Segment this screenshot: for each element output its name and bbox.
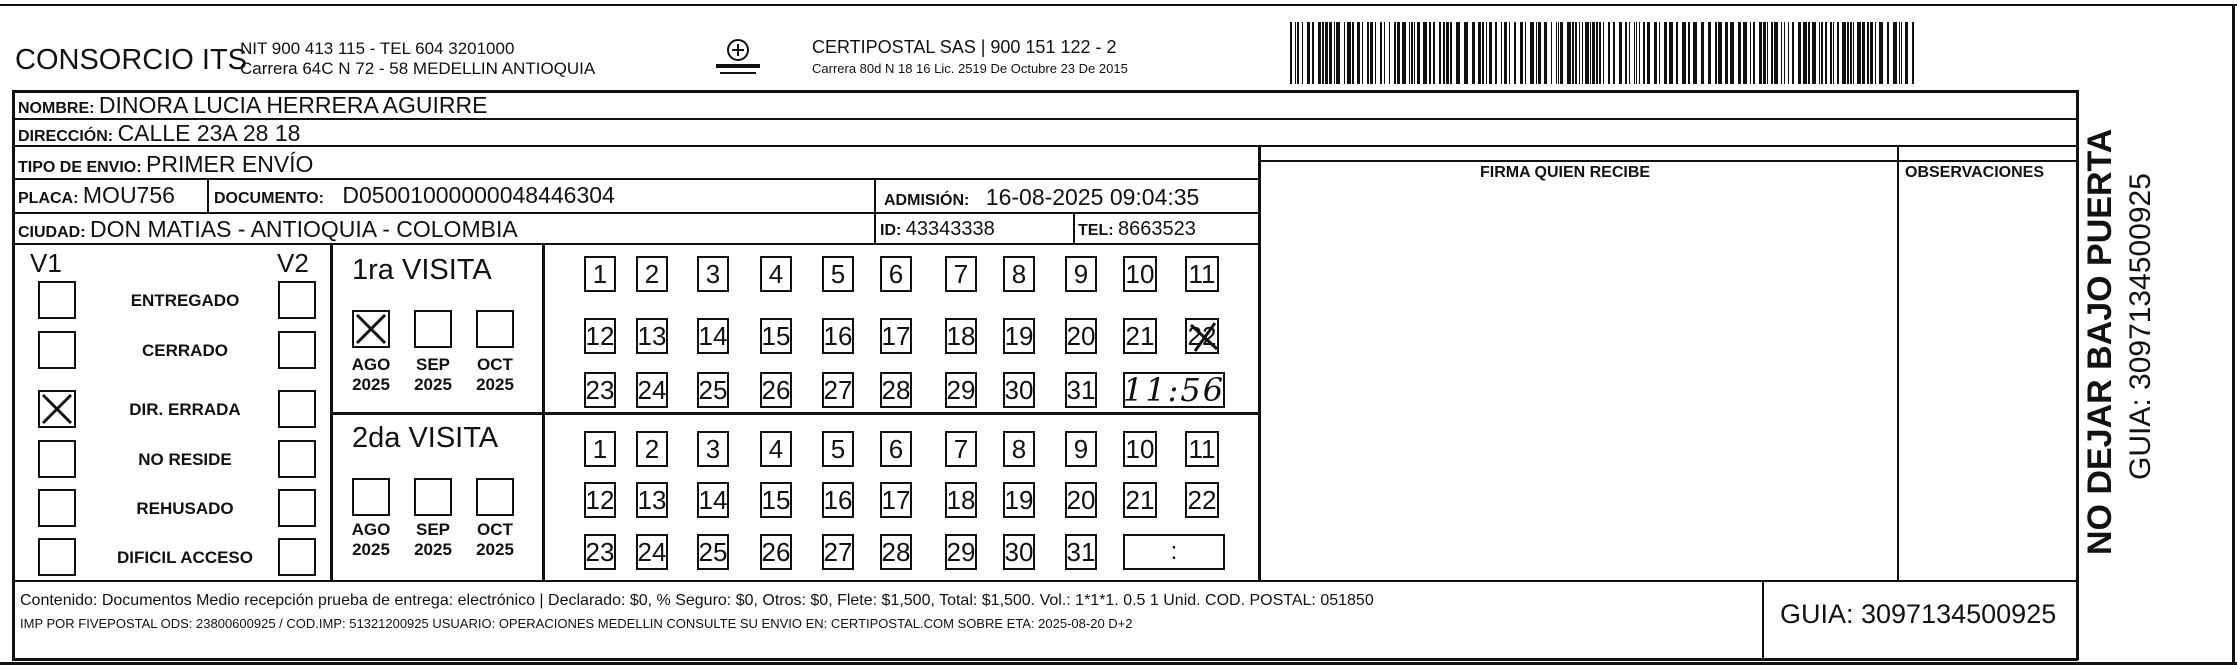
day-box[interactable]: 11 bbox=[1185, 256, 1219, 292]
day-box[interactable]: 1 bbox=[584, 431, 616, 467]
month-label: SEP bbox=[415, 520, 451, 539]
first-visit-title: 1ra VISITA bbox=[352, 254, 492, 286]
status-label: REHUSADO bbox=[136, 499, 234, 518]
direccion-row bbox=[18, 122, 300, 145]
company-name: CONSORCIO ITS bbox=[15, 44, 248, 76]
day-box[interactable]: 15 bbox=[760, 482, 792, 518]
v1-checkbox[interactable] bbox=[38, 281, 76, 319]
day-box[interactable]: 17 bbox=[880, 318, 912, 354]
day-box[interactable]: 7 bbox=[945, 431, 977, 467]
day-box[interactable]: 20 bbox=[1065, 318, 1097, 354]
day-box[interactable]: 7 bbox=[945, 256, 977, 292]
direccion-value: CALLE 23A 28 18 bbox=[117, 120, 301, 146]
status-label: NO RESIDE bbox=[138, 450, 232, 469]
day-box[interactable]: 1 bbox=[584, 256, 616, 292]
time-box[interactable] bbox=[1123, 372, 1225, 408]
day-box[interactable]: 26 bbox=[760, 534, 792, 570]
ciudad-row bbox=[18, 218, 518, 241]
day-box[interactable]: 29 bbox=[945, 372, 977, 408]
year-label: 2025 bbox=[414, 375, 452, 394]
day-box[interactable]: 13 bbox=[636, 482, 668, 518]
day-box[interactable]: 22 bbox=[1185, 482, 1219, 518]
day-box[interactable]: 24 bbox=[636, 372, 668, 408]
placa-row bbox=[18, 184, 175, 207]
day-box[interactable]: 18 bbox=[945, 318, 977, 354]
day-box[interactable] bbox=[1185, 318, 1219, 354]
year-label: 2025 bbox=[476, 375, 514, 394]
day-box[interactable]: 16 bbox=[822, 482, 854, 518]
tel-label: TEL: bbox=[1078, 222, 1114, 239]
documento-label: DOCUMENTO: bbox=[214, 190, 324, 207]
day-box[interactable]: 31 bbox=[1065, 372, 1097, 408]
id-label: ID: bbox=[880, 222, 902, 239]
tipo-row bbox=[18, 153, 313, 176]
id-row bbox=[880, 219, 995, 239]
day-box[interactable]: 4 bbox=[760, 431, 792, 467]
x-mark-icon bbox=[354, 312, 388, 346]
day-box[interactable]: 14 bbox=[697, 482, 729, 518]
month-label: AGO bbox=[351, 520, 391, 539]
footer-imp: IMP POR FIVEPOSTAL ODS: 23800600925 / COD.IMP: 51321200925 USUARIO: OPERACIONES MEDELLIN CONSULTE SU ENVIO EN: CERTIPOSTAL.COM SOBRE ETA: 2025-08-20 D+2 bbox=[20, 616, 1133, 631]
day-box[interactable]: 10 bbox=[1123, 256, 1157, 292]
ciudad-label: CIUDAD: bbox=[18, 224, 86, 241]
v2-checkbox[interactable] bbox=[278, 331, 316, 369]
x-mark-icon bbox=[1189, 321, 1219, 353]
ciudad-value: DON MATIAS - ANTIOQUIA - COLOMBIA bbox=[90, 216, 518, 242]
day-box[interactable]: 20 bbox=[1065, 482, 1097, 518]
year-label: 2025 bbox=[352, 375, 390, 394]
tel-value: 8663523 bbox=[1118, 218, 1196, 240]
placa-label: PLACA: bbox=[18, 190, 79, 207]
day-box[interactable]: 17 bbox=[880, 482, 912, 518]
company-address: Carrera 64C N 72 - 58 MEDELLIN ANTIOQUIA bbox=[240, 59, 596, 78]
month-label: SEP bbox=[415, 355, 451, 374]
day-box[interactable]: 3 bbox=[697, 431, 729, 467]
observations-header: OBSERVACIONES bbox=[1905, 164, 2044, 181]
status-label: DIR. ERRADA bbox=[129, 400, 241, 419]
month-checkbox[interactable] bbox=[476, 310, 514, 348]
day-box[interactable]: 30 bbox=[1003, 372, 1035, 408]
day-box[interactable]: 28 bbox=[880, 534, 912, 570]
second-visit-title: 2da VISITA bbox=[352, 422, 499, 454]
day-box[interactable]: 10 bbox=[1123, 431, 1157, 467]
day-box[interactable]: 5 bbox=[822, 256, 854, 292]
placa-value: MOU756 bbox=[82, 182, 175, 208]
status-label: DIFICIL ACCESO bbox=[116, 548, 253, 567]
year-label: 2025 bbox=[476, 540, 514, 559]
day-box[interactable]: 8 bbox=[1003, 431, 1035, 467]
day-box[interactable]: 28 bbox=[880, 372, 912, 408]
time-placeholder: : bbox=[1170, 538, 1178, 565]
x-mark-icon bbox=[40, 392, 74, 426]
admision-row bbox=[884, 186, 1199, 209]
company-nit: NIT 900 413 115 - TEL 604 3201000 bbox=[240, 39, 515, 58]
day-box[interactable]: 25 bbox=[697, 534, 729, 570]
day-box[interactable]: 2 bbox=[636, 431, 668, 467]
day-box[interactable]: 16 bbox=[822, 318, 854, 354]
footer-content: Contenido: Documentos Medio recepción prueba de entrega: electrónico | Declarado: $0, % Seguro: $0, Otros: $0, Flete: $1,500, Total: $1,500. Vol.: 1*1*1. 0.5 1 Unid. COD. POSTAL: 051850 bbox=[20, 592, 1374, 609]
day-box[interactable]: 11 bbox=[1185, 431, 1219, 467]
nombre-label: NOMBRE: bbox=[18, 100, 95, 117]
v2-checkbox[interactable] bbox=[278, 538, 316, 576]
footer-guia: GUIA: 3097134500925 bbox=[1780, 599, 2057, 629]
courier-name: CERTIPOSTAL SAS | 900 151 122 - 2 bbox=[812, 37, 1117, 57]
day-box[interactable]: 2 bbox=[636, 256, 668, 292]
admision-label: ADMISIÓN: bbox=[884, 192, 970, 209]
day-box[interactable]: 9 bbox=[1065, 256, 1097, 292]
day-box[interactable]: 23 bbox=[584, 534, 616, 570]
v2-checkbox[interactable] bbox=[278, 390, 316, 428]
day-box[interactable]: 26 bbox=[760, 372, 792, 408]
day-box[interactable]: 3 bbox=[697, 256, 729, 292]
tipo-label: TIPO DE ENVIO: bbox=[18, 159, 142, 176]
year-label: 2025 bbox=[414, 540, 452, 559]
day-box[interactable]: 13 bbox=[636, 318, 668, 354]
day-box[interactable]: 21 bbox=[1123, 482, 1157, 518]
month-checkbox[interactable] bbox=[414, 310, 452, 348]
id-value: 43343338 bbox=[905, 218, 995, 240]
day-box[interactable]: 15 bbox=[760, 318, 792, 354]
v2-checkbox[interactable] bbox=[278, 281, 316, 319]
month-checkbox[interactable] bbox=[352, 478, 390, 516]
day-box[interactable]: 9 bbox=[1065, 431, 1097, 467]
v1-checkbox[interactable] bbox=[38, 440, 76, 478]
tel-row bbox=[1078, 219, 1196, 239]
barcode bbox=[1290, 22, 1920, 84]
month-checkbox[interactable] bbox=[476, 478, 514, 516]
day-box[interactable]: 30 bbox=[1003, 534, 1035, 570]
year-label: 2025 bbox=[352, 540, 390, 559]
day-box[interactable]: 27 bbox=[822, 372, 854, 408]
tipo-value: PRIMER ENVÍO bbox=[146, 151, 314, 177]
time-box[interactable] bbox=[1123, 534, 1225, 570]
admision-value: 16-08-2025 09:04:35 bbox=[985, 184, 1200, 210]
side-warning: NO DEJAR BAJO PUERTA bbox=[2081, 128, 2119, 555]
v1-checkbox[interactable] bbox=[38, 489, 76, 527]
day-box[interactable]: 5 bbox=[822, 431, 854, 467]
documento-row bbox=[214, 184, 615, 207]
nombre-row bbox=[18, 94, 487, 117]
day-box[interactable]: 8 bbox=[1003, 256, 1035, 292]
courier-logo bbox=[708, 36, 768, 84]
certipostal-logo-icon bbox=[708, 36, 768, 84]
observations-area[interactable] bbox=[1900, 182, 2075, 578]
day-box[interactable]: 6 bbox=[880, 431, 912, 467]
day-box[interactable]: 14 bbox=[697, 318, 729, 354]
day-box[interactable]: 25 bbox=[697, 372, 729, 408]
status-label: CERRADO bbox=[142, 341, 228, 360]
month-checkbox[interactable] bbox=[414, 478, 452, 516]
nombre-value: DINORA LUCIA HERRERA AGUIRRE bbox=[98, 92, 488, 118]
documento-value: D05001000000048446304 bbox=[342, 182, 615, 208]
status-label: ENTREGADO bbox=[130, 291, 240, 310]
handwritten-time: 11:56 bbox=[1122, 371, 1226, 409]
day-box[interactable]: 19 bbox=[1003, 482, 1035, 518]
day-box[interactable]: 24 bbox=[636, 534, 668, 570]
v2-label: V2 bbox=[277, 248, 309, 278]
courier-address: Carrera 80d N 18 16 Lic. 2519 De Octubre 23 De 2015 bbox=[812, 61, 1128, 76]
v2-checkbox[interactable] bbox=[278, 489, 316, 527]
side-guia: GUIA: 3097134500925 bbox=[2124, 173, 2157, 480]
day-box[interactable]: 27 bbox=[822, 534, 854, 570]
signature-area[interactable] bbox=[1262, 182, 1896, 578]
v1-checkbox[interactable] bbox=[38, 538, 76, 576]
day-box[interactable]: 21 bbox=[1123, 318, 1157, 354]
v2-checkbox[interactable] bbox=[278, 440, 316, 478]
month-label: AGO bbox=[351, 355, 391, 374]
v1-checkbox[interactable] bbox=[38, 331, 76, 369]
day-box[interactable]: 4 bbox=[760, 256, 792, 292]
signature-header: FIRMA QUIEN RECIBE bbox=[1480, 164, 1651, 181]
v1-checkbox[interactable] bbox=[38, 390, 76, 428]
month-label: OCT bbox=[477, 520, 513, 539]
day-box[interactable]: 23 bbox=[584, 372, 616, 408]
day-box[interactable]: 12 bbox=[584, 482, 616, 518]
day-box[interactable]: 12 bbox=[584, 318, 616, 354]
direccion-label: DIRECCIÓN: bbox=[18, 128, 114, 145]
day-box[interactable]: 19 bbox=[1003, 318, 1035, 354]
day-box[interactable]: 18 bbox=[945, 482, 977, 518]
v1-label: V1 bbox=[30, 248, 62, 278]
day-label: 22 bbox=[1187, 320, 1217, 351]
day-box[interactable]: 31 bbox=[1065, 534, 1097, 570]
month-checkbox[interactable] bbox=[352, 310, 390, 348]
day-box[interactable]: 29 bbox=[945, 534, 977, 570]
month-label: OCT bbox=[477, 355, 513, 374]
day-box[interactable]: 6 bbox=[880, 256, 912, 292]
